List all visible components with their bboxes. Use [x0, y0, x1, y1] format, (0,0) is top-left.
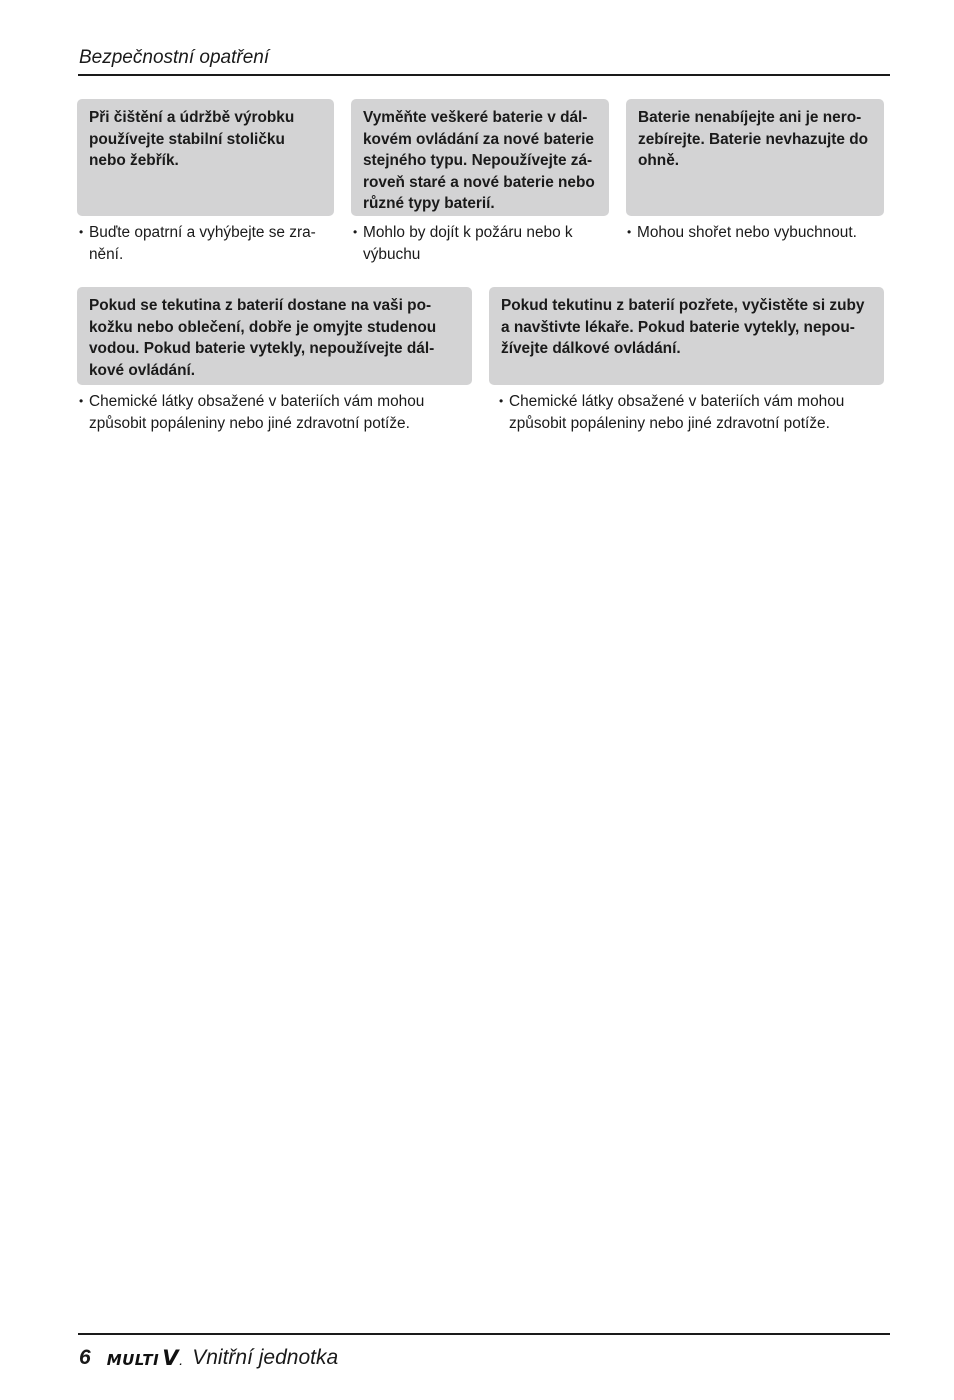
note-line: • Chemické látky obsažené v bateriích vám mohou [89, 393, 425, 410]
logo-multi-text: MULTI [106, 1351, 160, 1369]
warning-line: používejte stabilní stoličku [89, 130, 285, 148]
warning-line: a navštivte lékaře. Pokud baterie vytekly, nepou- [501, 318, 855, 336]
warning-line: kové ovládání. [89, 361, 196, 379]
warning-line: žívejte dálkové ovládání. [501, 340, 681, 357]
footer-rule [78, 1333, 890, 1335]
footer-title: Vnitřní jednotka [192, 1346, 339, 1369]
note-do-not-recharge [626, 222, 888, 244]
warning-line: nebo žebřík. [89, 152, 179, 169]
warning-line: roveň staré a nové baterie nebo [363, 173, 595, 191]
warning-line: kovém ovládání za nové baterie [363, 130, 594, 148]
note-line: výbuchu [363, 245, 421, 263]
logo-dot: . [179, 1357, 183, 1368]
note-line: • Chemické látky obsažené v bateriích vám mohou [509, 393, 845, 410]
note-line: • Mohlo by dojít k požáru nebo k [363, 224, 573, 241]
note-stable-stool [78, 222, 338, 265]
note-line: způsobit popáleniny nebo jiné zdravotní potíže. [89, 414, 410, 432]
multi-v-logo [107, 1346, 183, 1370]
warning-line: Baterie nenabíjejte ani je nero- [638, 109, 862, 126]
note-line: • Mohou shořet nebo vybuchnout. [637, 224, 857, 241]
page-header-title: Bezpečnostní opatření [79, 47, 270, 68]
warning-box-replace-batteries [351, 99, 609, 216]
warning-line: Při čištění a údržbě výrobku [89, 109, 295, 126]
warning-box-skin-contact [77, 287, 472, 385]
warning-line: ohně. [638, 152, 680, 169]
note-line: • Buďte opatrní a vyhýbejte se zra- [89, 224, 316, 241]
note-skin-contact [78, 391, 478, 434]
header-rule [78, 74, 890, 76]
warning-line: vodou. Pokud baterie vytekly, nepoužívejte dál- [89, 340, 435, 357]
warning-box-do-not-recharge [626, 99, 884, 216]
warning-line: zebírejte. Baterie nevhazujte do [638, 130, 869, 148]
note-replace-batteries [352, 222, 612, 265]
warning-line: Vyměňte veškeré baterie v dál- [363, 109, 588, 126]
warning-line: různé typy baterií. [363, 195, 495, 212]
note-line: nění. [89, 245, 124, 263]
note-line: způsobit popáleniny nebo jiné zdravotní potíže. [509, 414, 830, 432]
warning-line: Pokud se tekutina z baterií dostane na vaši po- [89, 297, 432, 314]
page-number: 6 [79, 1346, 91, 1369]
warning-box-swallowed [489, 287, 884, 385]
warning-line: kožku nebo oblečení, dobře je omyjte studenou [89, 318, 437, 336]
note-swallowed [498, 391, 888, 434]
warning-box-stable-stool [77, 99, 334, 216]
logo-v-text: V [162, 1346, 179, 1370]
warning-line: Pokud tekutinu z baterií pozřete, vyčistěte si zuby [501, 297, 865, 314]
footer [79, 1343, 338, 1373]
warning-line: stejného typu. Nepoužívejte zá- [363, 152, 593, 169]
